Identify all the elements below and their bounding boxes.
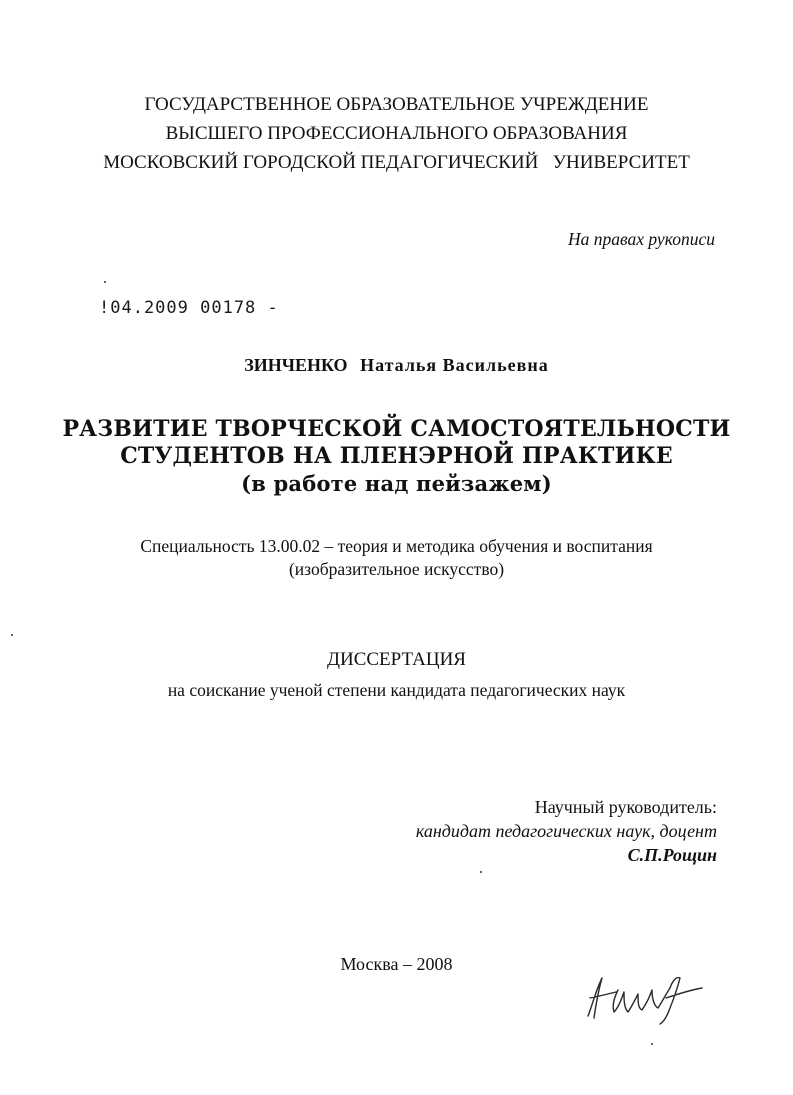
dissertation-purpose: на соискание ученой степени кандидата педагогических наук [167,680,626,700]
handwritten-signature [578,968,718,1028]
scan-speck [11,634,13,636]
institution-line-2: ВЫСШЕГО ПРОФЕССИОНАЛЬНОГО ОБРАЗОВАНИЯ [165,123,628,144]
title-line-2: СТУДЕНТОВ НА ПЛЕНЭРНОЙ ПРАКТИКЕ [120,443,673,469]
institution-line-3: МОСКОВСКИЙ ГОРОДСКОЙ ПЕДАГОГИЧЕСКИЙ УНИВЕРСИТЕТ [103,152,690,173]
institution-line-1: ГОСУДАРСТВЕННОЕ ОБРАЗОВАТЕЛЬНОЕ УЧРЕЖДЕНИЕ [144,94,649,115]
supervisor-label: Научный руководитель: [534,797,717,817]
scan-speck [480,871,482,873]
dissertation-type: ДИССЕРТАЦИЯ [327,649,466,670]
specialty-line-2: (изобразительное искусство) [288,559,505,579]
author-given-names: Наталья Васильевна [360,355,549,375]
supervisor-degree: кандидат педагогических наук, доцент [415,821,717,841]
registration-stamp: !04.2009 00178 - [99,298,279,318]
specialty-block [0,535,793,581]
supervisor-block [416,795,717,867]
scan-speck [651,1043,653,1045]
title-line-1: РАЗВИТИЕ ТВОРЧЕСКОЙ САМОСТОЯТЕЛЬНОСТИ [62,416,731,442]
author-name [0,355,793,376]
scan-speck [104,281,106,283]
manuscript-note: На правах рукописи [568,229,715,249]
author-surname: ЗИНЧЕНКО [244,355,348,375]
title-line-3: (в работе над пейзажем) [241,471,552,496]
city-year: Москва – 2008 [340,954,453,974]
dissertation-title [0,416,793,497]
institution-block [0,90,793,177]
specialty-line-1: Специальность 13.00.02 – теория и методика обучения и воспитания [140,536,653,556]
supervisor-name: С.П.Рощин [627,845,717,865]
